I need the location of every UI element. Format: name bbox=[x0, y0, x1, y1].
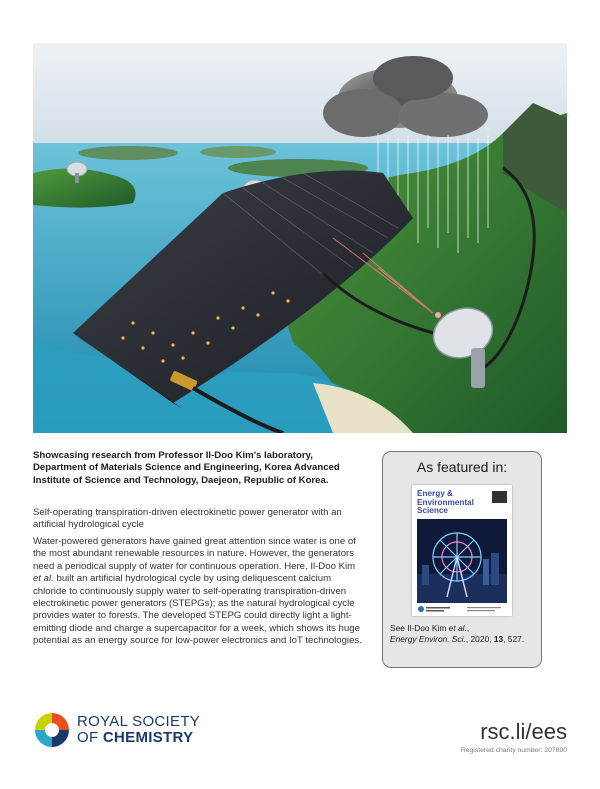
ref-etal: et al. bbox=[448, 623, 467, 633]
article-title: Self-operating transpiration-driven electrokinetic power generator with an artificial hydrological cycle bbox=[33, 507, 342, 531]
illustration-scene bbox=[33, 43, 567, 433]
showcase-statement: Showcasing research from Professor Il-Doo Kim's laboratory, Department of Materials Science and Engineering, Korea Advanced Institute of Science and Technology, Daejeon, Republic of Korea. bbox=[33, 450, 340, 486]
journal-cover[interactable] bbox=[412, 485, 512, 616]
cover-journal-title: Energy & Environmental Science bbox=[417, 489, 474, 516]
featured-box bbox=[382, 451, 542, 668]
featured-reference bbox=[390, 623, 540, 645]
cover-illustration bbox=[33, 43, 567, 433]
rsc-of: OF bbox=[77, 728, 103, 746]
ref-volume: 13 bbox=[493, 633, 504, 644]
abstract-part1: Water-powered generators have gained great attention since water is one of the most abundant renewable resources in nature. However, the generators need a periodical supply of water for continuous operation. Here, Il-Doo Kim bbox=[33, 536, 356, 572]
island bbox=[200, 146, 276, 158]
ref-year: , 2020, bbox=[465, 633, 494, 644]
abstract bbox=[33, 536, 363, 648]
charity-number: Registered charity number: 207890 bbox=[460, 747, 567, 754]
abstract-part2: built an artificial hydrological cycle by using deliquescent calcium chloride to continuously supply water to self-operating transpiration-driven electrokinetic power generators (STEPGs); as the natural hydrological cycle provides water to forests. The developed STEPG could directly light a light-emitting diode and charge a supercapacitor for a week, which shows its huge potential as an energy source for low-power electronics and IoT technologies. bbox=[33, 573, 362, 647]
rsc-name-line2 bbox=[77, 730, 200, 746]
island bbox=[78, 146, 178, 160]
rsc-name-line1: ROYAL SOCIETY bbox=[77, 713, 201, 730]
sky bbox=[33, 43, 567, 153]
ref-pages: , 527. bbox=[503, 633, 525, 644]
ref-journal: Energy Environ. Sci. bbox=[390, 633, 466, 644]
cover-art bbox=[417, 519, 507, 603]
rsc-logo-icon bbox=[33, 711, 71, 749]
featured-label: As featured in: bbox=[416, 459, 508, 475]
journal-url-link[interactable]: rsc.li/ees bbox=[480, 719, 567, 744]
rsc-chemistry: CHEMISTRY bbox=[102, 728, 194, 746]
ref-comma: , bbox=[466, 623, 470, 633]
ref-prefix: See Il-Doo Kim bbox=[390, 623, 449, 633]
cover-footer bbox=[417, 605, 507, 613]
cover-badge bbox=[492, 491, 507, 503]
abstract-etal: et al. bbox=[33, 573, 54, 585]
rsc-wordmark bbox=[77, 714, 200, 745]
